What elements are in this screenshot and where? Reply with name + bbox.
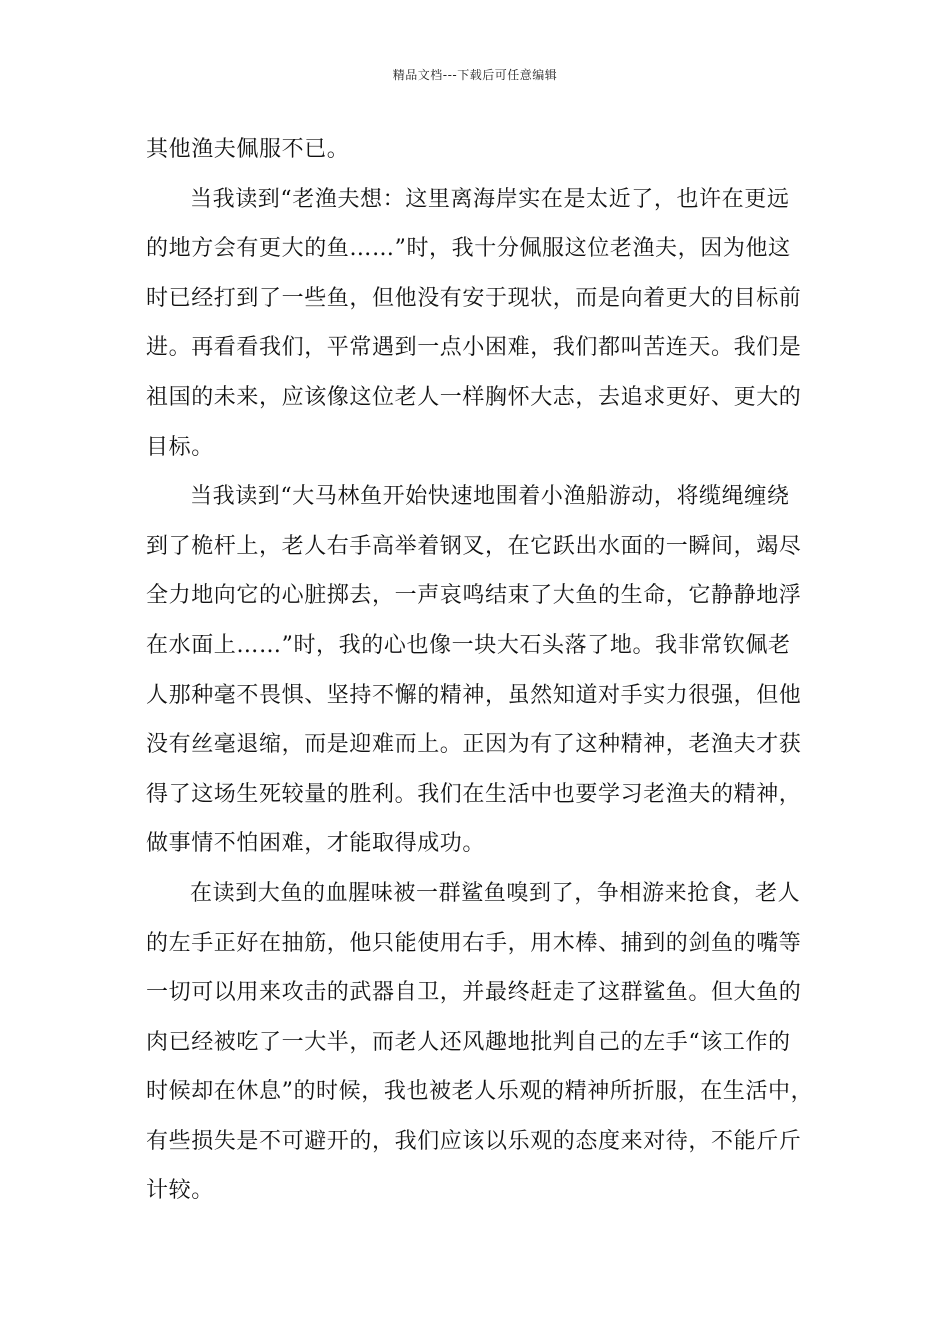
text-line: 做事情不怕困难，才能取得成功。: [146, 831, 486, 857]
text-line: 肉已经被吃了一大半，而老人还风趣地批判自己的左手“该工作的: [146, 1029, 791, 1055]
text-line: 时已经打到了一些鱼，但他没有安于现状，而是向着更大的目标前: [146, 285, 802, 311]
paragraph-start-line: 当我读到“大马林鱼开始快速地围着小渔船游动，将缆绳缠绕: [190, 484, 790, 510]
text-line: 目标。: [146, 434, 214, 460]
paragraph-start-line: 当我读到“老渔夫想：这里离海岸实在是太近了，也许在更远: [190, 186, 790, 212]
text-line: 到了桅杆上，老人右手高举着钢叉，在它跃出水面的一瞬间，竭尽: [146, 533, 802, 559]
paragraph-start-line: 在读到大鱼的血腥味被一群鲨鱼嗅到了，争相游来抢食，老人: [190, 880, 801, 906]
text-line: 的地方会有更大的鱼……”时，我十分佩服这位老渔夫，因为他这: [146, 236, 791, 262]
text-line: 人那种毫不畏惧、坚持不懈的精神，虽然知道对手实力很强，但他: [146, 682, 802, 708]
text-line: 在水面上……”时，我的心也像一块大石头落了地。我非常钦佩老: [146, 632, 791, 658]
body-text: [146, 125, 822, 1216]
text-line: 没有丝毫退缩，而是迎难而上。正因为有了这种精神，老渔夫才获: [146, 732, 802, 758]
text-line: 进。再看看我们，平常遇到一点小困难，我们都叫苦连天。我们是: [146, 335, 802, 361]
text-line: 其他渔夫佩服不已。: [146, 137, 350, 162]
text-line: 时候却在休息”的时候，我也被老人乐观的精神所折服，在生活中，: [146, 1079, 814, 1105]
text-line: 有些损失是不可避开的，我们应该以乐观的态度来对待，不能斤斤: [146, 1128, 802, 1154]
text-line: 一切可以用来攻击的武器自卫，并最终赶走了这群鲨鱼。但大鱼的: [146, 980, 802, 1006]
page-header: 精品文档---下载后可任意编辑: [392, 68, 558, 82]
text-line: 得了这场生死较量的胜利。我们在生活中也要学习老渔夫的精神，: [146, 781, 802, 807]
text-line: 祖国的未来，应该像这位老人一样胸怀大志，去追求更好、更大的: [146, 384, 802, 410]
text-line: 的左手正好在抽筋，他只能使用右手，用木棒、捕到的剑鱼的嘴等: [146, 930, 802, 956]
text-line: 全力地向它的心脏掷去，一声哀鸣结束了大鱼的生命，它静静地浮: [146, 583, 802, 609]
text-line: 计较。: [146, 1178, 214, 1204]
